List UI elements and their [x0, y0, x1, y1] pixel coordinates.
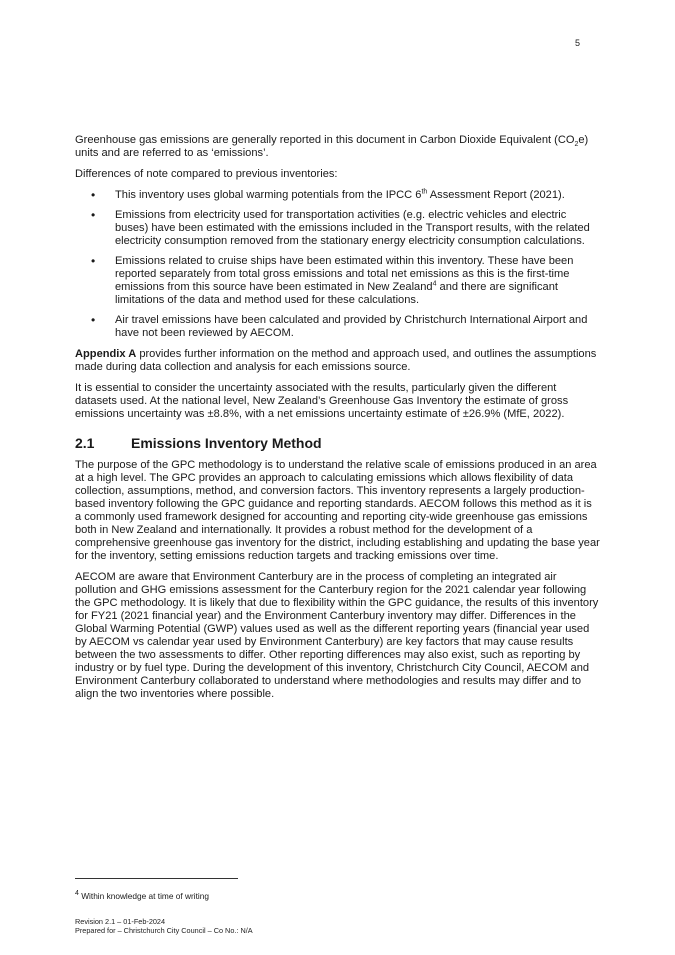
section-heading	[75, 435, 600, 451]
superscript: th	[421, 188, 428, 196]
bullet-text: This inventory uses global warming potentials from the IPCC 6	[115, 189, 422, 201]
intro-text-end: e) units and are referred to as ‘emissions’.	[75, 134, 589, 159]
footnote-reference[interactable]: 4	[432, 280, 437, 288]
canterbury-paragraph: AECOM are aware that Environment Canterbury are in the process of completing an integrated air pollution and GHG emissions assessment for the Canterbury region for the 2021 calendar year following the GPC methodology. It is likely that due to flexibility within the GPC guidance, the results of this inventory for FY21 (2021 financial year) and the Environment Canterbury inventory may differ. Differences in the Global Warming Potential (GWP) values used as well as the different reporting years (financial year used by AECOM vs calendar year used by Environment Canterbury) are key factors that may cause results between the two assessments to differ. Other reporting differences may also exist, such as reporting by industry or by fuel type. During the development of this inventory, Christchurch City Council, AECOM and Environment Canterbury collaborated to understand where methodologies and results may differ and to align the two inventories where possible.	[75, 571, 599, 700]
revision-line: Revision 2.1 – 01-Feb-2024	[75, 917, 166, 926]
prepared-for-line: Prepared for – Christchurch City Council – Co No.: N/A	[75, 926, 253, 935]
section-title: Emissions Inventory Method	[131, 435, 322, 451]
bullet-text-end: and there are significant limitations of the data and method used for these calculations.	[115, 281, 558, 306]
bullet-text-end: Assessment Report (2021).	[427, 189, 565, 201]
bullet-icon: •	[91, 313, 96, 327]
differences-list	[75, 189, 600, 340]
list-item	[75, 255, 600, 307]
list-item	[75, 189, 600, 202]
bullet-icon: •	[91, 188, 96, 202]
bullet-text: Air travel emissions have been calculated and provided by Christchurch International Airport and have not been reviewed by AECOM.	[115, 314, 588, 339]
footnote	[75, 891, 209, 901]
list-item	[75, 314, 600, 340]
footnote-divider	[75, 878, 238, 879]
bullet-text: Emissions related to cruise ships have been estimated within this inventory. These have been reported separately from total gross emissions and total net emissions as this is the first-time emissions from this source have been estimated in New Zealand	[115, 255, 574, 293]
appendix-paragraph	[75, 348, 600, 374]
bullet-icon: •	[91, 208, 96, 222]
list-item	[75, 209, 600, 248]
page-footer	[75, 917, 253, 935]
section-number: 2.1	[75, 435, 95, 451]
appendix-reference: Appendix A	[75, 348, 137, 360]
footnote-marker: 4	[75, 890, 79, 898]
document-body	[75, 134, 600, 709]
bullet-text: Emissions from electricity used for transportation activities (e.g. electric vehicles and electric buses) have been estimated with the emissions included in the Transport results, with the related electricity consumption removed from the stationary energy electricity consumption calculations.	[115, 209, 590, 247]
uncertainty-paragraph: It is essential to consider the uncertainty associated with the results, particularly given the different datasets used. At the national level, New Zealand’s Greenhouse Gas Inventory the estimate of gross emissions uncertainty was ±8.8%, with a net emissions uncertainty estimate of ±26.9% (MfE, 2022).	[75, 382, 569, 420]
page-number: 5	[574, 38, 580, 48]
co2-subscript: 2	[574, 141, 579, 149]
differences-intro: Differences of note compared to previous inventories:	[75, 168, 338, 180]
intro-paragraph	[75, 134, 600, 160]
bullet-icon: •	[91, 254, 96, 268]
footnote-text: Within knowledge at time of writing	[78, 891, 209, 901]
intro-text: Greenhouse gas emissions are generally reported in this document in Carbon Dioxide Equivalent (CO	[75, 134, 575, 146]
appendix-text: provides further information on the method and approach used, and outlines the assumptions made during data collection and analysis for each emissions source.	[75, 348, 597, 373]
gpc-paragraph: The purpose of the GPC methodology is to understand the relative scale of emissions produced in an area at a high level. The GPC provides an approach to calculating emissions which allows flexibility of data collection, assumptions, method, and conversion factors. This inventory represents a largely production-based inventory following the GPC guidance and reporting standards. AECOM follows this method as it is a commonly used framework designed for accounting and reporting city-wide greenhouse gas emissions both in New Zealand and internationally. It provides a robust method for the development of a comprehensive greenhouse gas inventory for the district, including establishing and updating the base year for the inventory, setting emissions reduction targets and tracking emissions over time.	[75, 459, 600, 562]
